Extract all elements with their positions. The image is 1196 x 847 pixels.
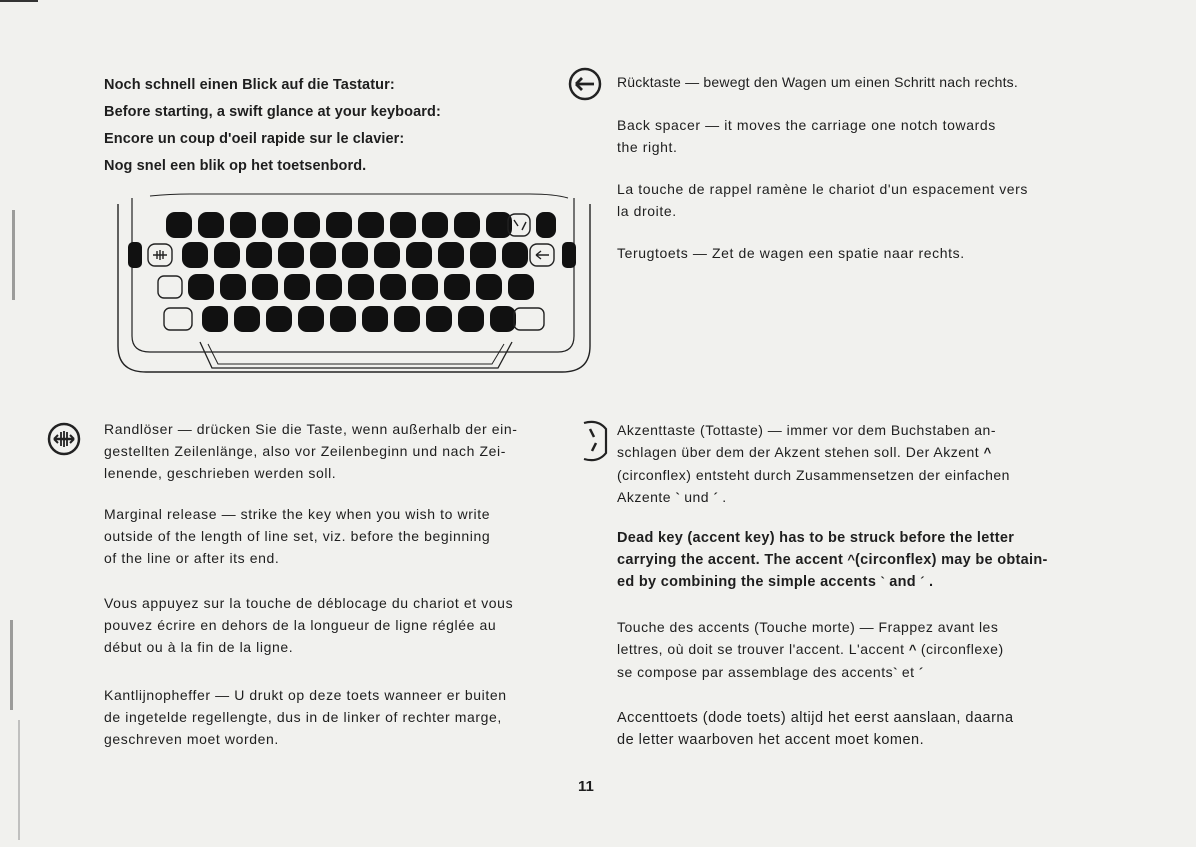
dead-key-de	[617, 419, 1079, 509]
text-line: lettres, où doit se trouver l'accent. L'accent ^ (circonflexe)	[617, 641, 1004, 657]
page-number: 11	[578, 778, 594, 795]
text-line: Dead key (accent key) has to be struck before the letter	[617, 530, 1015, 546]
text-line: Marginal release — strike the key when you wish to write	[104, 506, 491, 522]
acute-symbol: ´	[918, 665, 924, 680]
backspace-fr	[617, 178, 1079, 222]
text-line: Rücktaste — bewegt den Wagen um einen Schritt nach rechts.	[617, 74, 1018, 90]
text-line: Back spacer — it moves the carriage one notch towards	[617, 117, 996, 133]
binding-edge	[12, 210, 15, 300]
text-line: début ou à la fin de la ligne.	[104, 639, 294, 655]
margin-release-fr	[104, 592, 566, 658]
text-line: Accenttoets (dode toets) altijd het eerst aanslaan, daarna	[617, 710, 1014, 726]
acute-symbol: ´	[920, 574, 925, 589]
margin-release-nl	[104, 684, 566, 750]
text-line: geschreven moet worden.	[104, 731, 279, 747]
grave-symbol: `	[880, 574, 885, 589]
backspace-en	[617, 114, 1079, 158]
shift-key-left	[164, 308, 192, 330]
text-line: ed by combining the simple accents ` and ´ .	[617, 574, 934, 590]
heading-en: Before starting, a swift glance at your keyboard:	[104, 104, 441, 120]
text-line: gestellten Zeilenlänge, also vor Zeilenbeginn und nach Zei-	[104, 443, 506, 459]
text-line: Akzente ` und ´ .	[617, 489, 727, 505]
backspace-de	[617, 71, 1079, 93]
shift-lock-key	[158, 276, 182, 298]
text-line: la droite.	[617, 203, 677, 219]
text-line: lenende, geschrieben werden soll.	[104, 465, 337, 481]
dead-key-nl	[617, 707, 1079, 751]
grave-symbol: `	[893, 665, 898, 680]
key-row-4	[202, 306, 516, 332]
binding-edge	[10, 620, 13, 710]
key-row-3	[188, 274, 534, 300]
text-line: de ingetelde regellengte, dus in de linker of rechter marge,	[104, 709, 502, 725]
text-line: Akzenttaste (Tottaste) — immer vor dem Buchstaben an-	[617, 422, 996, 438]
text-line: Touche des accents (Touche morte) — Frappez avant les	[617, 619, 999, 635]
grave-symbol: `	[675, 490, 680, 505]
text-line: Randlöser — drücken Sie die Taste, wenn außerhalb der ein-	[104, 421, 518, 437]
binding-edge	[18, 720, 20, 840]
text-line: se compose par assemblage des accents` et ´	[617, 664, 924, 680]
dead-key-en	[617, 527, 1079, 593]
margin-release-en	[104, 503, 566, 569]
heading-fr: Encore un coup d'oeil rapide sur le clavier:	[104, 131, 405, 147]
circumflex-symbol: ^	[983, 445, 992, 460]
text-line: schlagen über dem der Akzent stehen soll. Der Akzent ^	[617, 444, 992, 460]
text-line: pouvez écrire en dehors de la longueur de ligne réglée au	[104, 617, 497, 633]
text-line: outside of the length of line set, viz. before the beginning	[104, 528, 491, 544]
text-line: Vous appuyez sur la touche de déblocage du chariot et vous	[104, 595, 514, 611]
margin-release-de	[104, 418, 566, 484]
shift-key-right	[514, 308, 544, 330]
text-line: de letter waarboven het accent moet komen.	[617, 732, 925, 748]
key-row-2	[128, 242, 576, 268]
key-row-1	[166, 212, 556, 238]
dead-key-fr	[617, 616, 1079, 684]
text-line: of the line or after its end.	[104, 550, 280, 566]
text-line: Terugtoets — Zet de wagen een spatie naar rechts.	[617, 245, 965, 261]
circumflex-symbol: ^	[908, 642, 917, 657]
dead-key-icon	[578, 417, 614, 465]
keyboard-illustration	[110, 186, 600, 382]
backspace-key-icon	[567, 66, 603, 102]
text-line: carrying the accent. The accent ^(circonflex) may be obtain-	[617, 552, 1048, 568]
text-line: (circonflex) entsteht durch Zusammensetzen der einfachen	[617, 467, 1010, 483]
margin-release-key-icon	[46, 421, 82, 457]
text-line: the right.	[617, 139, 678, 155]
text-line: Kantlijnopheffer — U drukt op deze toets wanneer er buiten	[104, 687, 507, 703]
heading-nl: Nog snel een blik op het toetsenbord.	[104, 158, 367, 174]
acute-symbol: ´	[713, 490, 718, 505]
backspace-nl	[617, 242, 1079, 264]
intro-heading	[104, 72, 441, 180]
heading-de: Noch schnell einen Blick auf die Tastatur:	[104, 77, 395, 93]
circumflex-symbol: ^	[847, 552, 856, 567]
text-line: La touche de rappel ramène le chariot d'un espacement vers	[617, 181, 1029, 197]
page-edge-mark	[0, 0, 38, 2]
